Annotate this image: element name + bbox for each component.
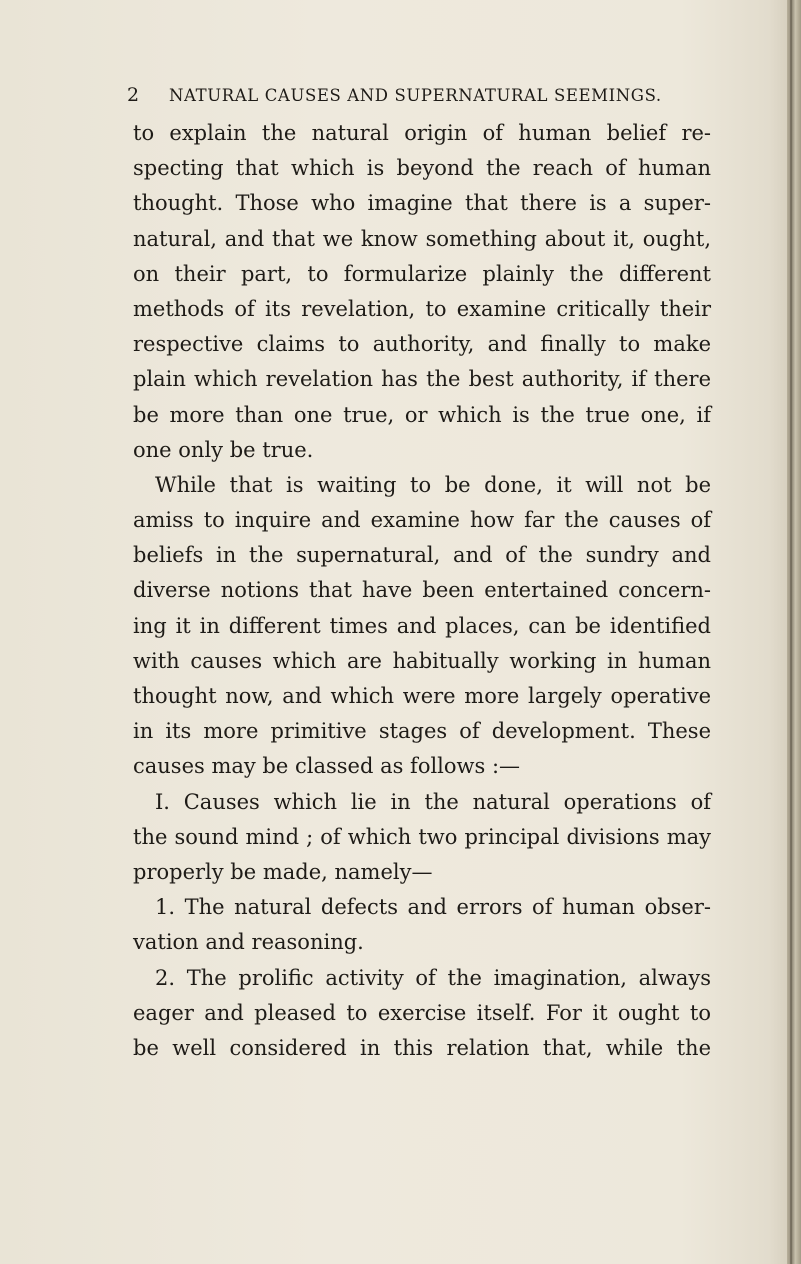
body-text [133, 116, 711, 1066]
text-line: the sound mind ; of which two principal divisions may [133, 824, 711, 849]
text-line: beliefs in the supernatural, and of the sundry and [133, 543, 711, 568]
text-line: 2. The prolific activity of the imagination, always [155, 965, 711, 990]
text-line: properly be made, namely— [133, 859, 433, 884]
text-line: I. Causes which lie in the natural operations of [155, 789, 711, 814]
text-line: methods of its revelation, to examine critically their [133, 296, 711, 321]
text-line: eager and pleased to exercise itself. For it ought to [133, 1000, 711, 1025]
text-line: plain which revelation has the best authority, if there [133, 367, 711, 392]
binding-shadow [790, 0, 792, 1264]
text-line: vation and reasoning. [133, 930, 364, 955]
text-line: causes may be classed as follows :— [133, 754, 521, 779]
text-line: While that is waiting to be done, it will not be [155, 472, 711, 497]
page-number: 2 [127, 84, 140, 106]
running-title: NATURAL CAUSES AND SUPERNATURAL SEEMINGS. [169, 86, 662, 105]
text-line: amiss to inquire and examine how far the causes of [133, 508, 711, 533]
text-line: with causes which are habitually working in human [133, 648, 711, 673]
running-head [127, 84, 697, 106]
text-line: on their part, to formularize plainly the different [133, 261, 711, 286]
text-line: be well considered in this relation that, while the [133, 1035, 711, 1060]
text-line: thought now, and which were more largely operative [133, 684, 711, 708]
text-line: natural, and that we know something about it, ought, [133, 226, 711, 251]
text-line: thought. Those who imagine that there is a super- [133, 191, 711, 216]
text-line: specting that which is beyond the reach of human [133, 156, 711, 181]
text-line: ing it in different times and places, can be identified [133, 613, 711, 638]
text-line: respective claims to authority, and finally to make [133, 332, 711, 357]
text-line: diverse notions that have been entertained concern- [133, 578, 711, 603]
text-line: to explain the natural origin of human belief re- [133, 121, 711, 145]
text-line: be more than one true, or which is the true one, if [133, 402, 711, 427]
text-line: 1. The natural defects and errors of human obser- [155, 895, 711, 920]
text-line: in its more primitive stages of development. These [133, 719, 711, 744]
text-line: one only be true. [133, 437, 314, 462]
